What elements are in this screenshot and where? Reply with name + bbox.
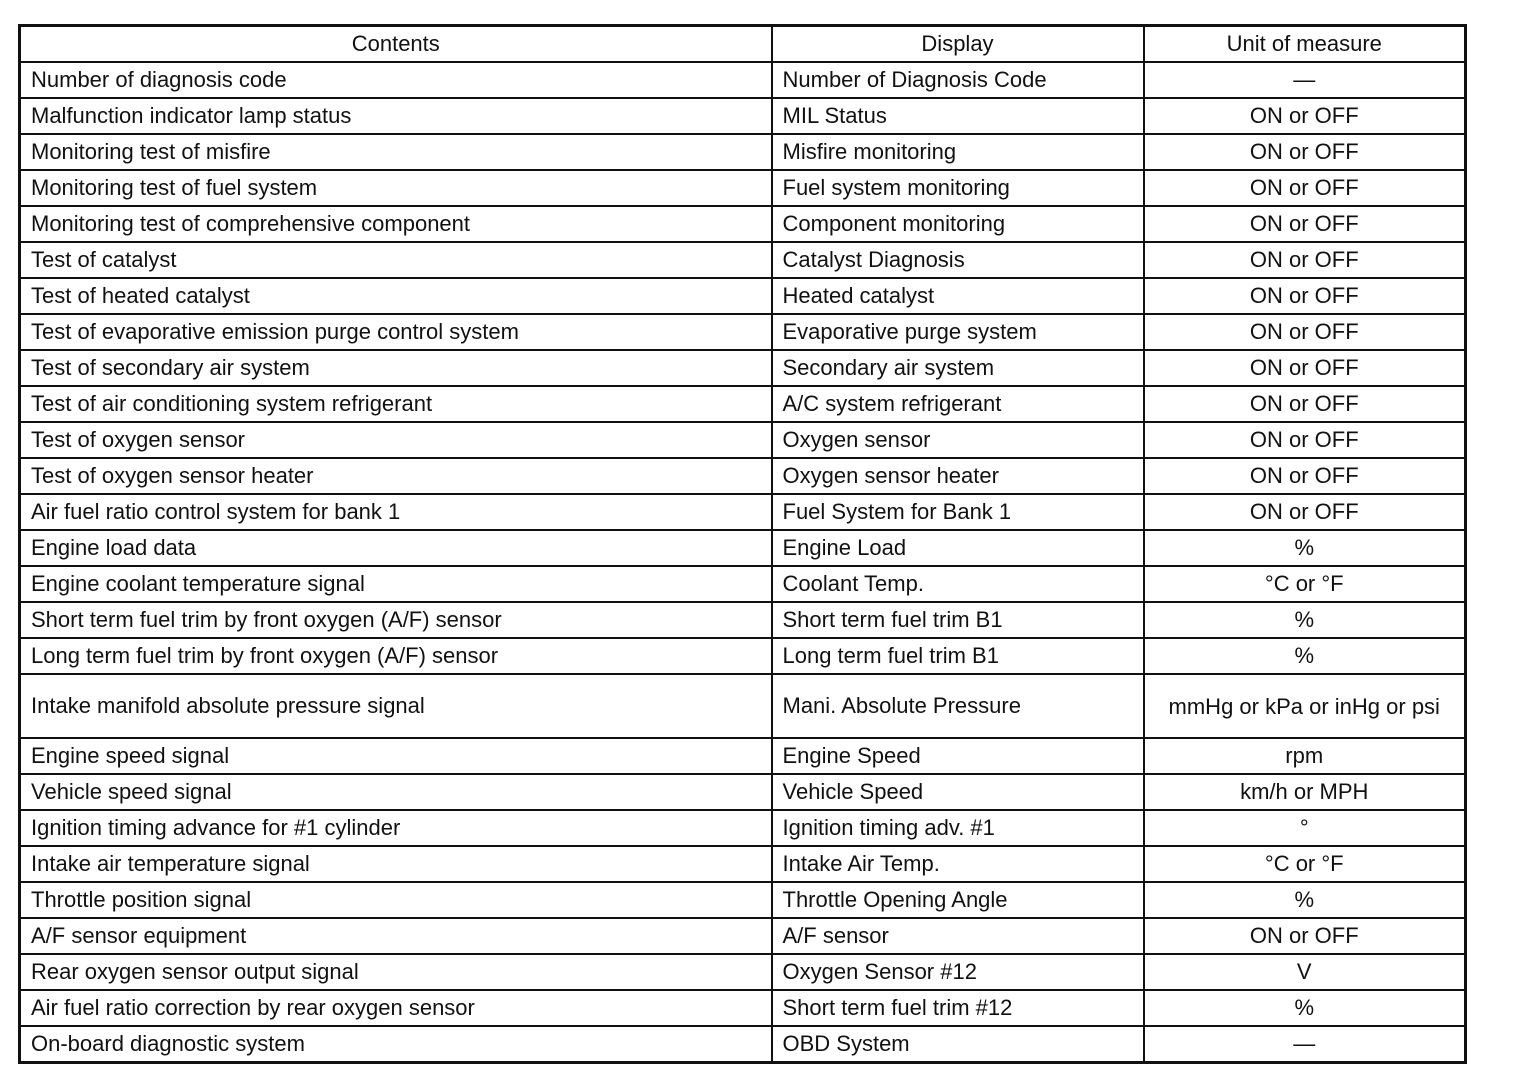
table-row	[20, 242, 1466, 278]
cell-display: Heated catalyst	[772, 278, 1144, 314]
cell-unit: ON or OFF	[1144, 494, 1466, 530]
cell-display: Engine Load	[772, 530, 1144, 566]
cell-contents: Monitoring test of misfire	[20, 134, 772, 170]
cell-unit: %	[1144, 602, 1466, 638]
cell-display: Number of Diagnosis Code	[772, 62, 1144, 98]
diagnosis-data-table	[18, 24, 1467, 1064]
table-row	[20, 954, 1466, 990]
cell-contents: Engine speed signal	[20, 738, 772, 774]
cell-contents: Short term fuel trim by front oxygen (A/F) sensor	[20, 602, 772, 638]
cell-contents: Monitoring test of comprehensive component	[20, 206, 772, 242]
cell-display: A/F sensor	[772, 918, 1144, 954]
cell-contents: Engine coolant temperature signal	[20, 566, 772, 602]
cell-display: Oxygen sensor heater	[772, 458, 1144, 494]
table-row	[20, 350, 1466, 386]
cell-display: Throttle Opening Angle	[772, 882, 1144, 918]
header-contents: Contents	[20, 26, 772, 63]
cell-unit: rpm	[1144, 738, 1466, 774]
cell-contents: Intake air temperature signal	[20, 846, 772, 882]
cell-contents: Test of catalyst	[20, 242, 772, 278]
cell-display: MIL Status	[772, 98, 1144, 134]
cell-contents: Monitoring test of fuel system	[20, 170, 772, 206]
cell-unit: °C or °F	[1144, 566, 1466, 602]
table-row	[20, 422, 1466, 458]
table-row	[20, 278, 1466, 314]
cell-unit: ON or OFF	[1144, 278, 1466, 314]
cell-contents: Malfunction indicator lamp status	[20, 98, 772, 134]
cell-display: Long term fuel trim B1	[772, 638, 1144, 674]
cell-unit: %	[1144, 530, 1466, 566]
cell-display: Mani. Absolute Pressure	[772, 674, 1144, 738]
cell-display: Short term fuel trim B1	[772, 602, 1144, 638]
table-row	[20, 846, 1466, 882]
cell-contents: Air fuel ratio correction by rear oxygen sensor	[20, 990, 772, 1026]
cell-contents: On-board diagnostic system	[20, 1026, 772, 1063]
cell-unit: ON or OFF	[1144, 422, 1466, 458]
cell-display: Oxygen Sensor #12	[772, 954, 1144, 990]
table-row	[20, 206, 1466, 242]
cell-unit: —	[1144, 1026, 1466, 1063]
table-row	[20, 98, 1466, 134]
cell-unit: ON or OFF	[1144, 350, 1466, 386]
cell-display: Fuel System for Bank 1	[772, 494, 1144, 530]
cell-display: Short term fuel trim #12	[772, 990, 1144, 1026]
cell-contents: Throttle position signal	[20, 882, 772, 918]
cell-contents: Test of secondary air system	[20, 350, 772, 386]
table-row	[20, 134, 1466, 170]
table-header-row	[20, 26, 1466, 63]
cell-contents: Test of oxygen sensor	[20, 422, 772, 458]
table-row	[20, 458, 1466, 494]
table-row	[20, 566, 1466, 602]
cell-unit: °C or °F	[1144, 846, 1466, 882]
cell-display: Engine Speed	[772, 738, 1144, 774]
table-row	[20, 738, 1466, 774]
cell-display: OBD System	[772, 1026, 1144, 1063]
table-row	[20, 602, 1466, 638]
cell-unit: %	[1144, 882, 1466, 918]
cell-contents: A/F sensor equipment	[20, 918, 772, 954]
table-row	[20, 1026, 1466, 1063]
cell-display: Coolant Temp.	[772, 566, 1144, 602]
cell-unit: km/h or MPH	[1144, 774, 1466, 810]
table-row	[20, 314, 1466, 350]
header-unit: Unit of measure	[1144, 26, 1466, 63]
table-row	[20, 918, 1466, 954]
cell-unit: V	[1144, 954, 1466, 990]
cell-contents: Test of heated catalyst	[20, 278, 772, 314]
table-row	[20, 674, 1466, 738]
cell-display: Vehicle Speed	[772, 774, 1144, 810]
cell-contents: Long term fuel trim by front oxygen (A/F) sensor	[20, 638, 772, 674]
cell-display: Component monitoring	[772, 206, 1144, 242]
data-table-container	[18, 24, 1464, 1064]
cell-display: Misfire monitoring	[772, 134, 1144, 170]
cell-unit: ON or OFF	[1144, 206, 1466, 242]
cell-contents: Test of air conditioning system refrigerant	[20, 386, 772, 422]
cell-contents: Test of oxygen sensor heater	[20, 458, 772, 494]
cell-display: Catalyst Diagnosis	[772, 242, 1144, 278]
cell-unit: mmHg or kPa or inHg or psi	[1144, 674, 1466, 738]
cell-unit: %	[1144, 638, 1466, 674]
cell-unit: %	[1144, 990, 1466, 1026]
cell-display: Evaporative purge system	[772, 314, 1144, 350]
cell-display: A/C system refrigerant	[772, 386, 1144, 422]
cell-unit: ON or OFF	[1144, 170, 1466, 206]
table-row	[20, 530, 1466, 566]
cell-unit: ON or OFF	[1144, 134, 1466, 170]
table-row	[20, 170, 1466, 206]
cell-contents: Ignition timing advance for #1 cylinder	[20, 810, 772, 846]
table-row	[20, 494, 1466, 530]
table-row	[20, 774, 1466, 810]
cell-contents: Rear oxygen sensor output signal	[20, 954, 772, 990]
cell-display: Secondary air system	[772, 350, 1144, 386]
cell-contents: Intake manifold absolute pressure signal	[20, 674, 772, 738]
cell-contents: Engine load data	[20, 530, 772, 566]
cell-unit: ON or OFF	[1144, 918, 1466, 954]
table-row	[20, 810, 1466, 846]
cell-unit: ON or OFF	[1144, 386, 1466, 422]
cell-unit: —	[1144, 62, 1466, 98]
cell-display: Ignition timing adv. #1	[772, 810, 1144, 846]
cell-contents: Test of evaporative emission purge control system	[20, 314, 772, 350]
cell-unit: ON or OFF	[1144, 314, 1466, 350]
cell-unit: ON or OFF	[1144, 242, 1466, 278]
cell-unit: °	[1144, 810, 1466, 846]
cell-unit: ON or OFF	[1144, 458, 1466, 494]
cell-contents: Air fuel ratio control system for bank 1	[20, 494, 772, 530]
table-row	[20, 638, 1466, 674]
header-display: Display	[772, 26, 1144, 63]
cell-contents: Vehicle speed signal	[20, 774, 772, 810]
cell-display: Oxygen sensor	[772, 422, 1144, 458]
cell-display: Intake Air Temp.	[772, 846, 1144, 882]
table-row	[20, 882, 1466, 918]
cell-display: Fuel system monitoring	[772, 170, 1144, 206]
table-row	[20, 990, 1466, 1026]
table-row	[20, 386, 1466, 422]
table-body	[20, 62, 1466, 1063]
cell-contents: Number of diagnosis code	[20, 62, 772, 98]
cell-unit: ON or OFF	[1144, 98, 1466, 134]
table-row	[20, 62, 1466, 98]
